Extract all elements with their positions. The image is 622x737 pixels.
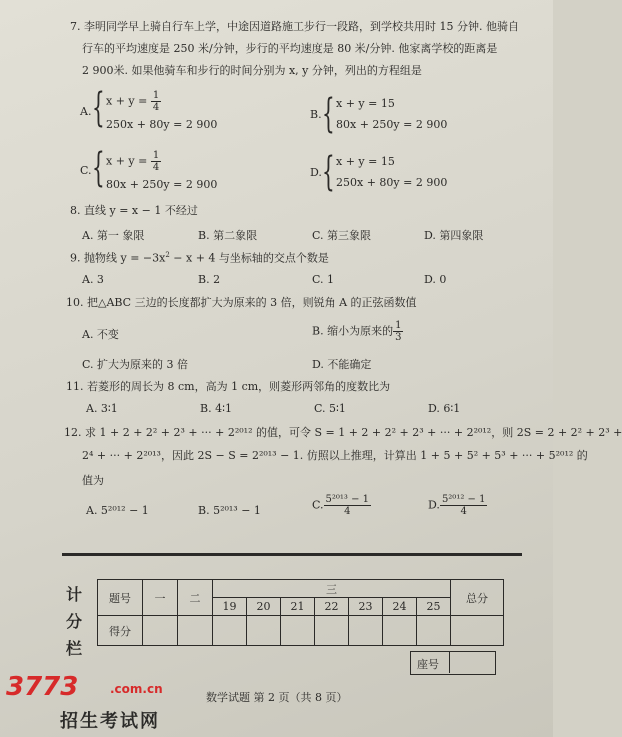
q11-stem: 11. 若菱形的周长为 8 cm，高为 1 cm，则菱形两邻角的度数比为: [66, 380, 391, 393]
q10-option-a: A. 不变: [82, 328, 119, 341]
score-cell-q20[interactable]: [247, 616, 281, 646]
score-cell-part-two[interactable]: [178, 616, 213, 646]
page-footer: 数学试题 第 2 页（共 8 页）: [206, 691, 348, 704]
q7-option-a-system: { x + y = $\frac{1}{4}$ 250x + 80y = 2 900: [92, 85, 218, 131]
q7-c-eq1: x + y =: [106, 154, 148, 168]
header-q21: 21: [281, 598, 315, 616]
watermark-number: 3773: [6, 672, 79, 702]
header-q20: 20: [247, 598, 281, 616]
watermark-domain: .com.cn: [110, 682, 163, 696]
score-side-char-2: 分: [66, 612, 83, 631]
score-cell-q24[interactable]: [383, 616, 417, 646]
score-cell-q25[interactable]: [417, 616, 451, 646]
q11-option-d: D. 6∶1: [428, 402, 461, 415]
q9-option-d: D. 0: [424, 273, 447, 286]
q11-option-c: C. 5∶1: [314, 402, 346, 415]
q9-option-b: B. 2: [198, 273, 221, 286]
q7-option-b-system: { x + y = 15 80x + 250y = 2 900: [322, 91, 448, 137]
q7-line-3: 2 900米. 如果他骑车和步行的时间分别为 x, y 分钟，列出的方程组是: [82, 64, 422, 77]
score-cell-q19[interactable]: [213, 616, 247, 646]
q7-option-b-label: B.: [310, 108, 322, 121]
q12-option-a: A. 5²⁰¹² − 1: [86, 504, 149, 517]
q8-option-b: B. 第二象限: [198, 229, 258, 242]
q8-stem: 8. 直线 y = x − 1 不经过: [70, 204, 198, 217]
section-divider: [62, 553, 522, 556]
header-part-two: 二: [178, 580, 213, 616]
score-cell-part-one[interactable]: [143, 616, 178, 646]
q10-option-d: D. 不能确定: [312, 358, 372, 371]
q12-option-c: C. $\frac{\text{5²⁰¹³ − 1}}{4}$: [312, 494, 370, 517]
header-part-three: 三: [213, 580, 451, 598]
seat-number-field[interactable]: [449, 651, 496, 673]
seat-number-box: [410, 651, 496, 675]
q10-stem: 10. 把△ABC 三边的长度都扩大为原来的 3 倍，则锐角 A 的正弦函数值: [66, 296, 417, 309]
q7-b-eq2: 80x + 250y = 2 900: [336, 118, 448, 131]
q7-c-eq2: 80x + 250y = 2 900: [106, 178, 218, 191]
q8-option-d: D. 第四象限: [424, 229, 484, 242]
q7-option-a-label: A.: [80, 105, 92, 118]
q10-option-c: C. 扩大为原来的 3 倍: [82, 358, 189, 371]
q9-option-c: C. 1: [312, 273, 335, 286]
q12-option-d: D. $\frac{\text{5²⁰¹² − 1}}{4}$: [428, 494, 486, 517]
q7-option-c-label: C.: [80, 164, 92, 177]
row-score-label: 得分: [98, 616, 143, 646]
header-part-one: 一: [143, 580, 178, 616]
q12-option-b: B. 5²⁰¹³ − 1: [198, 504, 261, 517]
q7-line-1: 7. 李明同学早上骑自行车上学，中途因道路施工步行一段路，到学校共用时 15 分钟. 他骑自: [70, 20, 519, 33]
header-q22: 22: [315, 598, 349, 616]
q7-line-2: 行车的平均速度是 250 米/分钟，步行的平均速度是 80 米/分钟. 他家离学校的距离是: [82, 42, 498, 55]
score-cell-q23[interactable]: [349, 616, 383, 646]
header-total: 总分: [451, 580, 504, 616]
q9-option-a: A. 3: [82, 273, 104, 286]
watermark-tagline: 招生考试网: [60, 711, 160, 732]
score-side-char-3: 栏: [66, 639, 83, 658]
q7-option-d-label: D.: [310, 166, 322, 179]
q7-a-eq1: x + y =: [106, 94, 148, 108]
header-q24: 24: [383, 598, 417, 616]
header-q23: 23: [349, 598, 383, 616]
q11-option-b: B. 4∶1: [200, 402, 232, 415]
q12-line-3: 值为: [82, 474, 104, 487]
header-question-number: 题号: [98, 580, 143, 616]
q9-stem: 9. 抛物线 $y = -3x^2 - x + 4$ 与坐标轴的交点个数是: [70, 251, 329, 265]
score-cell-q22[interactable]: [315, 616, 349, 646]
seat-number-label: 座号: [417, 658, 439, 671]
score-cell-q21[interactable]: [281, 616, 315, 646]
q7-b-eq1: x + y = 15: [336, 97, 395, 110]
score-table: [97, 579, 504, 646]
q7-a-eq2: 250x + 80y = 2 900: [106, 118, 218, 131]
q10-option-b: B. 缩小为原来的 $\frac{1}{3}$: [312, 320, 402, 343]
q11-option-a: A. 3∶1: [86, 402, 118, 415]
header-q19: 19: [213, 598, 247, 616]
q7-d-eq2: 250x + 80y = 2 900: [336, 176, 448, 189]
score-cell-total[interactable]: [451, 616, 504, 646]
q7-d-eq1: x + y = 15: [336, 155, 395, 168]
q8-option-a: A. 第一 象限: [82, 229, 145, 242]
q7-option-d-system: { x + y = 15 250x + 80y = 2 900: [322, 149, 448, 195]
q8-option-c: C. 第三象限: [312, 229, 372, 242]
score-side-char-1: 计: [66, 585, 83, 604]
q12-line-2: 2⁴ + ··· + 2²⁰¹³，因此 2S − S = 2²⁰¹³ − 1. 仿照以上推理，计算出 1 + 5 + 5² + 5³ + ··· + 5²⁰¹² 的: [82, 449, 588, 462]
header-q25: 25: [417, 598, 451, 616]
q7-option-c-system: { x + y = $\frac{1}{4}$ 80x + 250y = 2 900: [92, 145, 218, 191]
q12-line-1: 12. 求 1 + 2 + 2² + 2³ + ··· + 2²⁰¹² 的值，可令 S = 1 + 2 + 2² + 2³ + ··· + 2²⁰¹²，则 2S = 2 + 2² + 2³ +: [64, 426, 622, 439]
